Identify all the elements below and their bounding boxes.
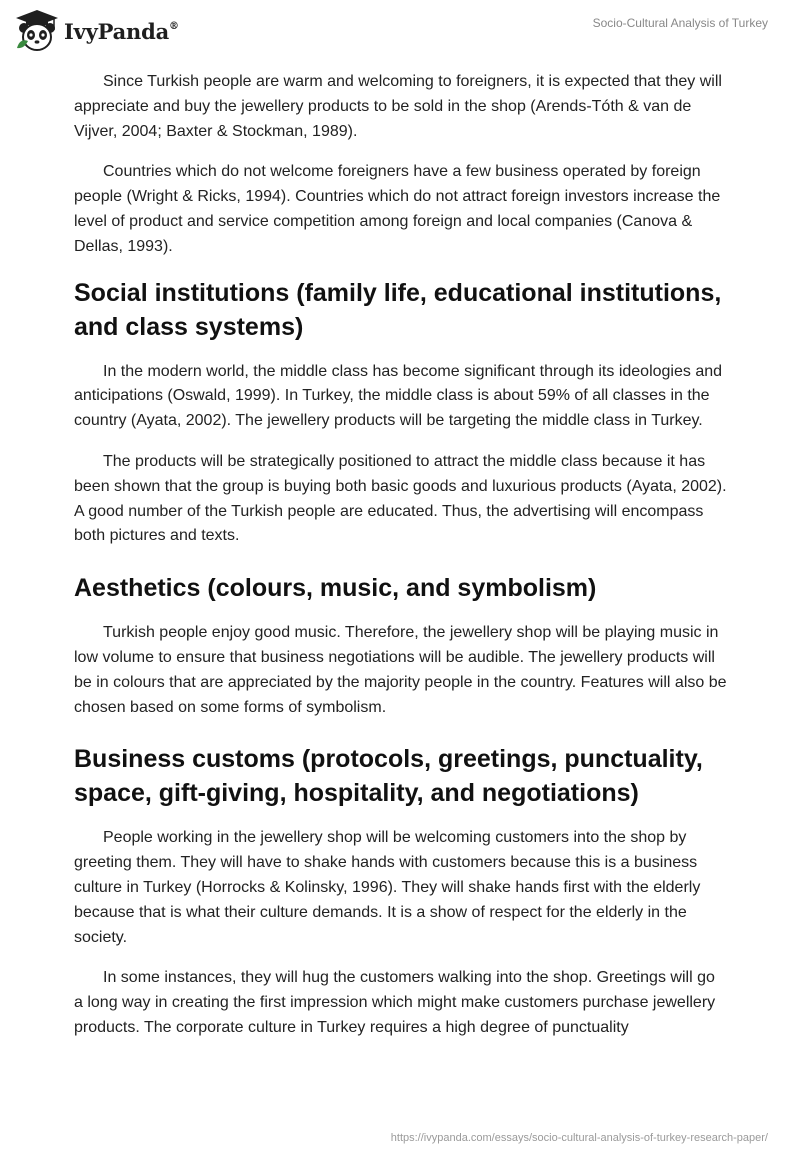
section-heading-social-institutions: Social institutions (family life, educational institutions, and class systems)	[74, 278, 722, 341]
source-url-link[interactable]: https://ivypanda.com/essays/socio-cultural-analysis-of-turkey-research-paper/	[390, 1132, 768, 1144]
paragraph: Since Turkish people are warm and welcoming to foreigners, it is expected that they will appreciate and buy the jewellery products to be sold in the shop (Arends-Tóth & van de Vijver, 2004; Baxter & Stockman, 1989).	[74, 73, 722, 140]
paragraph: Turkish people enjoy good music. Therefore, the jewellery shop will be playing music in low volume to ensure that business negotiations will be audible. The jewellery products will be in colours that are appreciated by the majority people in the country. Features will also be chosen based on some forms of symbolism.	[74, 624, 727, 716]
logo-wordmark: IvyPanda®	[64, 18, 179, 44]
essay-body	[74, 70, 728, 1057]
section-heading-aesthetics: Aesthetics (colours, music, and symbolism)	[74, 574, 597, 603]
paragraph: Countries which do not welcome foreigners have a few business operated by foreign people (Wright & Ricks, 1994). Countries which do not attract foreign investors increase the level of product and service competition among foreign and local companies (Canova & Dellas, 1993).	[74, 163, 721, 255]
section-heading-business-customs: Business customs (protocols, greetings, punctuality, space, gift-giving, hospitality, and negotiations)	[74, 745, 703, 808]
paragraph: In the modern world, the middle class has become significant through its ideologies and anticipations (Oswald, 1999). In Turkey, the middle class is about 59% of all classes in the country (Ayata, 2002). The jewellery products will be targeting the middle class in Turkey.	[74, 362, 723, 430]
paragraph: In some instances, they will hug the customers walking into the shop. Greetings will go a long way in creating the first impression which might make customers purchase jewellery products. The corporate culture in Turkey requires a high degree of punctuality	[74, 969, 716, 1036]
ivypanda-logo[interactable]	[14, 8, 179, 52]
paragraph: People working in the jewellery shop will be welcoming customers into the shop by greeting them. They will have to shake hands with customers because this is a business culture in Turkey (Horrocks & Kolinsky, 1996). They will shake hands first with the elderly because that is what their culture demands. It is a show of respect for the elderly in the society.	[74, 829, 701, 946]
panda-graduate-icon	[14, 8, 60, 52]
document-title: Socio-Cultural Analysis of Turkey	[592, 16, 768, 30]
page-header	[0, 0, 800, 60]
paragraph: The products will be strategically positioned to attract the middle class because it has been shown that the group is buying both basic goods and luxurious products (Ayata, 2002). A good number of the Turkish people are educated. Thus, the advertising will encompass both pictures and texts.	[74, 452, 727, 545]
